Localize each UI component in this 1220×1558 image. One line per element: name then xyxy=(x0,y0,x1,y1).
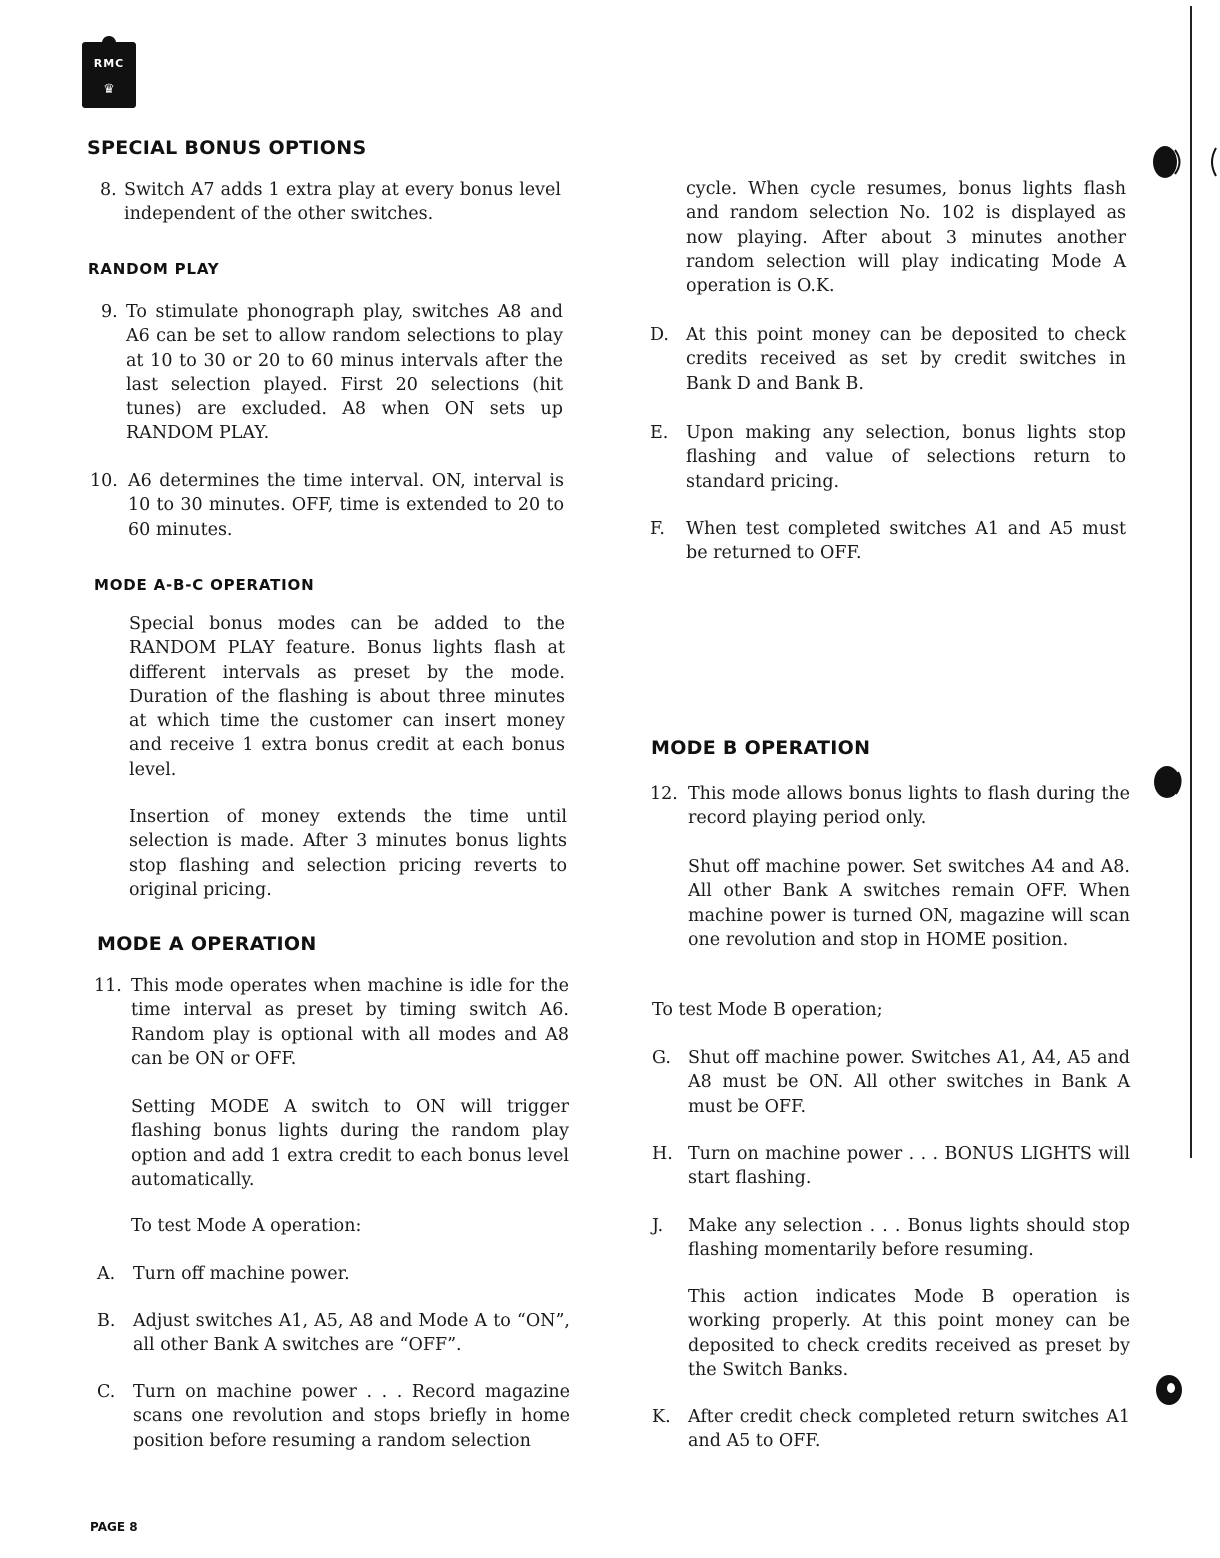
random-play-heading: RANDOM PLAY xyxy=(88,260,220,278)
mode-a-heading: MODE A OPERATION xyxy=(97,933,317,955)
step-d-text: At this point money can be deposited to check credits received as set by credit switches in Bank D and Bank B. xyxy=(686,325,1126,394)
step-c-continued: cycle. When cycle resumes, bonus lights flash and random selection No. 102 is displayed as now playing. After about 3 minutes another random selection will play indicating Mode A operation is O.K. xyxy=(686,179,1126,297)
step-j-letter: J. xyxy=(652,1216,664,1236)
mode-a-test-intro: To test Mode A operation: xyxy=(131,1216,362,1236)
item-8-number: 8. xyxy=(100,180,117,200)
logo-text: RMC xyxy=(93,57,125,70)
punch-hole-mark-2 xyxy=(1150,762,1190,802)
step-c-letter: C. xyxy=(97,1382,116,1402)
item-12-text: This mode allows bonus lights to flash during the record playing period only. xyxy=(688,784,1130,829)
step-j-paragraph-2: This action indicates Mode B operation is working properly. At this point money can be deposited to check credits received as preset by the Switch Banks. xyxy=(688,1287,1130,1380)
punch-hole-mark-1 xyxy=(1148,142,1188,182)
step-f-letter: F. xyxy=(650,519,665,539)
rmc-logo xyxy=(82,42,136,108)
step-h-text: Turn on machine power . . . BONUS LIGHTS will start flashing. xyxy=(688,1144,1130,1189)
mode-abc-paragraph-1: Special bonus modes can be added to the RANDOM PLAY feature. Bonus lights flash at different intervals as preset by the mode. Duration of the flashing is about three minutes at which time the customer can insert money and receive 1 extra bonus credit at each bonus level. xyxy=(129,614,565,780)
step-d-letter: D. xyxy=(650,325,669,345)
item-12-number: 12. xyxy=(650,784,678,804)
step-b-text: Adjust switches A1, A5, A8 and Mode A to “ON”, all other Bank A switches are “OFF”. xyxy=(133,1311,570,1356)
step-c-text: Turn on machine power . . . Record magazine scans one revolution and stops briefly in home position before resuming a random selection xyxy=(133,1382,570,1451)
item-11-number: 11. xyxy=(94,976,122,996)
step-j-text: Make any selection . . . Bonus lights should stop flashing momentarily before resuming. xyxy=(688,1216,1130,1261)
step-h-letter: H. xyxy=(652,1144,673,1164)
page-edge-line xyxy=(1190,6,1192,1158)
step-a-text: Turn off machine power. xyxy=(133,1264,350,1284)
item-10-number: 10. xyxy=(90,471,118,491)
step-a-letter: A. xyxy=(97,1264,116,1284)
mode-b-test-intro: To test Mode B operation; xyxy=(652,1000,883,1020)
special-bonus-heading: SPECIAL BONUS OPTIONS xyxy=(87,137,367,159)
step-k-letter: K. xyxy=(652,1407,671,1427)
step-g-letter: G. xyxy=(652,1048,671,1068)
step-k-text: After credit check completed return switches A1 and A5 to OFF. xyxy=(688,1407,1130,1452)
mode-abc-heading: MODE A-B-C OPERATION xyxy=(94,576,315,594)
punch-hole-mark-edge xyxy=(1206,142,1220,182)
step-f-text: When test completed switches A1 and A5 must be returned to OFF. xyxy=(686,519,1126,564)
page-number: PAGE 8 xyxy=(90,1520,138,1534)
mode-a-paragraph-2: Setting MODE A switch to ON will trigger flashing bonus lights during the random play option and add 1 extra credit to each bonus level automatically. xyxy=(131,1097,569,1190)
item-9-number: 9. xyxy=(101,302,118,322)
step-b-letter: B. xyxy=(97,1311,116,1331)
mode-abc-paragraph-2: Insertion of money extends the time until selection is made. After 3 minutes bonus lights stop flashing and selection pricing reverts to original pricing. xyxy=(129,807,567,900)
step-g-text: Shut off machine power. Switches A1, A4, A5 and A8 must be ON. All other switches in Bank A must be OFF. xyxy=(688,1048,1130,1117)
mode-b-paragraph-2: Shut off machine power. Set switches A4 and A8. All other Bank A switches remain OFF. When machine power is turned ON, magazine will scan one revolution and stop in HOME position. xyxy=(688,857,1130,950)
item-11-text: This mode operates when machine is idle for the time interval as preset by timing switch A6. Random play is optional with all modes and A8 can be ON or OFF. xyxy=(131,976,569,1069)
item-10-text: A6 determines the time interval. ON, interval is 10 to 30 minutes. OFF, time is extended to 20 to 60 minutes. xyxy=(128,471,564,540)
mode-b-heading: MODE B OPERATION xyxy=(651,737,871,759)
item-9-text: To stimulate phonograph play, switches A8 and A6 can be set to allow random selections to play at 10 to 30 or 20 to 60 minus intervals after the last selection played. First 20 selections (hit tunes) are excluded. A8 when ON sets up RANDOM PLAY. xyxy=(126,302,563,444)
step-e-text: Upon making any selection, bonus lights stop flashing and value of selections return to standard pricing. xyxy=(686,423,1126,492)
item-8-text: Switch A7 adds 1 extra play at every bonus level independent of the other switches. xyxy=(124,180,561,225)
step-e-letter: E. xyxy=(650,423,669,443)
punch-hole-mark-3 xyxy=(1150,1370,1190,1410)
crown-icon: ♛ xyxy=(103,82,115,97)
